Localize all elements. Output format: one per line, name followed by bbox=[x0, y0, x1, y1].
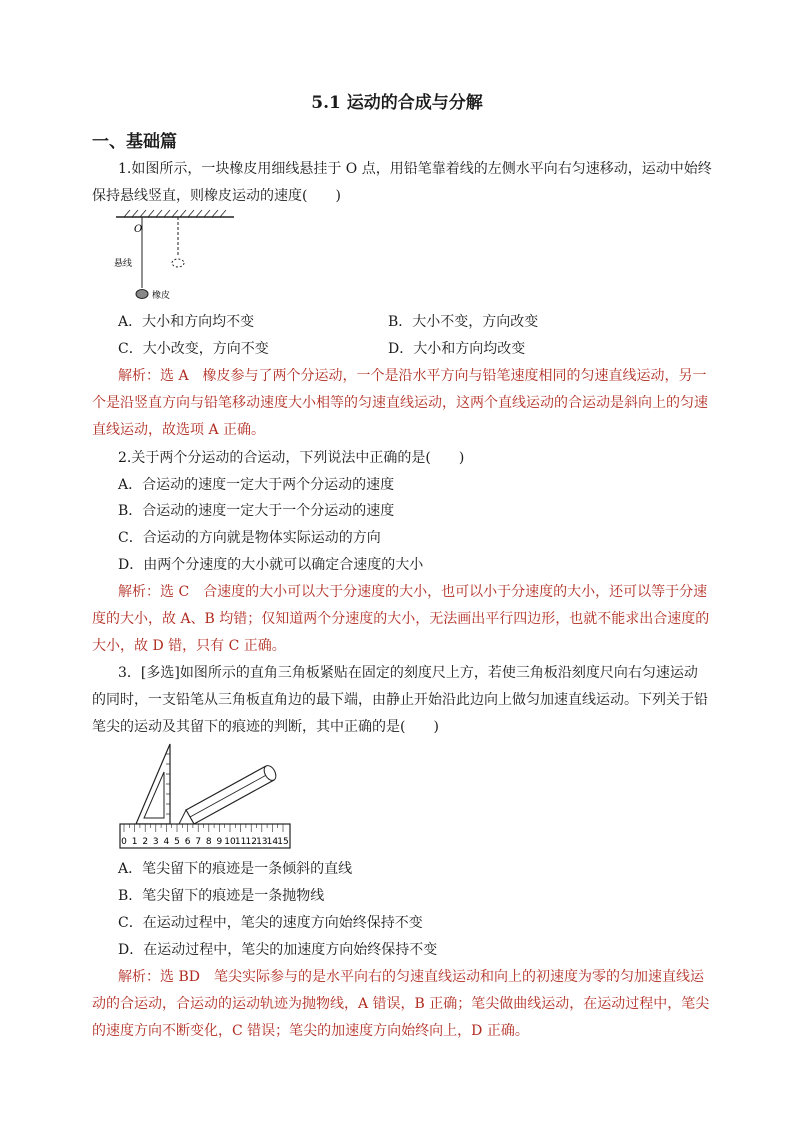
eraser-dashed bbox=[172, 259, 184, 267]
q2-analysis-line3: 大小，故 D 错，只有 C 正确。 bbox=[92, 638, 286, 654]
section-heading: 一、基础篇 bbox=[92, 132, 177, 152]
ruler-tick-label: 14 bbox=[266, 837, 279, 847]
ruler-tick-label: 10 bbox=[224, 837, 236, 847]
ruler-tick-label: 2 bbox=[142, 837, 149, 847]
string-label: 悬线 bbox=[114, 259, 133, 269]
ruler-tick-label: 12 bbox=[245, 837, 257, 847]
q1-analysis-line2: 个是沿竖直方向与铅笔移动速度大小相等的匀速直线运动，这两个直线运动的合运动是斜向上的匀速 bbox=[92, 395, 708, 411]
q2-analysis-line2: 度的大小，故 A、B 均错；仅知道两个分速度的大小，无法画出平行四边形，也就不能求出合速度的 bbox=[92, 611, 710, 627]
pencil bbox=[178, 764, 278, 826]
q2-option-c: C．合运动的方向就是物体实际运动的方向 bbox=[118, 530, 381, 546]
q3-analysis-line3: 的速度方向不断变化，C 错误；笔尖的加速度方向始终向上，D 正确。 bbox=[92, 1023, 529, 1039]
q1-stem-line1: 1.如图所示，一块橡皮用细线悬挂于 O 点，用铅笔靠着线的左侧水平向右匀速移动，运动中始终 bbox=[118, 161, 712, 177]
q1-figure bbox=[112, 205, 242, 305]
q2-option-a: A．合运动的速度一定大于两个分运动的速度 bbox=[118, 477, 395, 493]
q1-option-b: B．大小不变，方向改变 bbox=[388, 314, 539, 330]
q2-analysis-line1: 解析：选 C 合速度的大小可以大于分速度的大小，也可以小于分速度的大小，还可以等于分速 bbox=[118, 584, 708, 600]
ruler-tick-label: 15 bbox=[277, 837, 289, 847]
q3-option-d: D．在运动过程中，笔尖的加速度方向始终保持不变 bbox=[118, 942, 438, 958]
ruler-tick-label: 13 bbox=[256, 837, 268, 847]
page-title: 5.1 运动的合成与分解 bbox=[311, 93, 483, 113]
q1-option-c: C．大小改变，方向不变 bbox=[118, 341, 269, 357]
q1-option-d: D．大小和方向均改变 bbox=[388, 341, 526, 357]
q3-option-a: A．笔尖留下的痕迹是一条倾斜的直线 bbox=[118, 861, 353, 877]
q3-option-c: C．在运动过程中，笔尖的速度方向始终保持不变 bbox=[118, 915, 423, 931]
ruler-tick-label: 9 bbox=[216, 837, 223, 847]
eraser-shape bbox=[136, 290, 148, 299]
q1-analysis-line3: 直线运动，故选项 A 正确。 bbox=[92, 422, 266, 438]
q3-stem-line1: 3．[多选]如图所示的直角三角板紧贴在固定的刻度尺上方，若使三角板沿刻度尺向右匀速运动 bbox=[118, 665, 698, 681]
q3-stem-line3: 笔尖的运动及其留下的痕迹的判断，其中正确的是( ) bbox=[92, 719, 439, 735]
q3-option-b: B．笔尖留下的痕迹是一条抛物线 bbox=[118, 888, 325, 904]
set-square-ticks bbox=[166, 754, 170, 814]
set-square-outer bbox=[136, 744, 170, 824]
q1-stem-line2: 保持悬线竖直，则橡皮运动的速度( ) bbox=[92, 188, 341, 204]
q2-option-d: D．由两个分速度的大小就可以确定合速度的大小 bbox=[118, 557, 424, 573]
set-square-inner bbox=[144, 772, 164, 818]
ruler-tick-label: 6 bbox=[184, 837, 191, 847]
ruler-tick-label: 8 bbox=[205, 837, 212, 847]
ceiling-hatch bbox=[124, 210, 226, 217]
ruler-tick-label: 0 bbox=[121, 837, 127, 847]
q2-stem: 2.关于两个分运动的合运动，下列说法中正确的是( ) bbox=[118, 450, 465, 466]
q3-analysis-line1: 解析：选 BD 笔尖实际参与的是水平向右的匀速直线运动和向上的初速度为零的匀加速直线运 bbox=[118, 969, 704, 985]
q1-option-a: A．大小和方向均不变 bbox=[118, 314, 255, 330]
point-o-label: O bbox=[134, 224, 143, 235]
ruler-tick-label: 1 bbox=[131, 837, 138, 847]
ruler-tick-label: 7 bbox=[195, 837, 202, 847]
q3-stem-line2: 的同时，一支铅笔从三角板直角边的最下端，由静止开始沿此边向上做匀加速直线运动。下列关于铅 bbox=[92, 692, 708, 708]
ruler-tick-label: 3 bbox=[152, 837, 159, 847]
q3-figure bbox=[118, 742, 298, 852]
ruler-tick-label: 5 bbox=[174, 837, 180, 847]
eraser-label: 橡皮 bbox=[152, 291, 171, 301]
q3-analysis-line2: 动的合运动，合运动的运动轨迹为抛物线，A 错误，B 正确；笔尖做曲线运动，在运动过程中，笔尖 bbox=[92, 996, 710, 1012]
q2-option-b: B．合运动的速度一定大于一个分运动的速度 bbox=[118, 503, 395, 519]
ruler-tick-label: 4 bbox=[163, 837, 170, 847]
ruler-tick-label: 11 bbox=[234, 837, 247, 847]
q1-analysis-line1: 解析：选 A 橡皮参与了两个分运动，一个是沿水平方向与铅笔速度相同的匀速直线运动，另一 bbox=[118, 368, 707, 384]
